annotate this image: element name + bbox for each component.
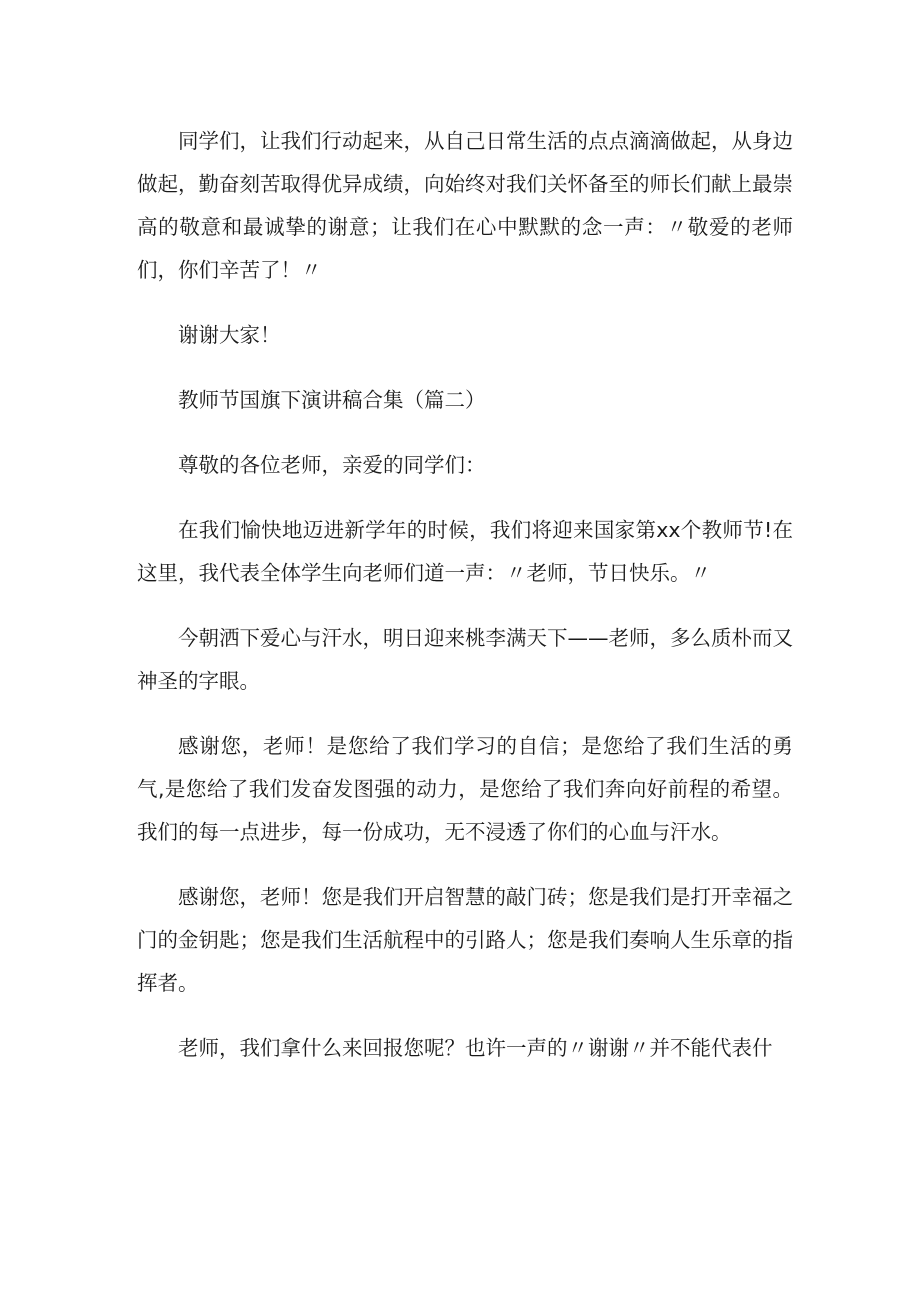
paragraph-gap [137,1005,793,1027]
paragraph-gap [137,703,793,725]
paragraph-salutation: 尊敬的各位老师，亲爱的同学们： [178,453,486,477]
paragraph-gratitude-1: 感谢您，老师！是您给了我们学习的自信；是您给了我们生活的勇气,是您给了我们发奋发图强的动力，是您给了我们奔向好前程的希望。我们的每一点进步，每一份成功，无不浸透了你们的心血与汗水。 [137,734,793,844]
paragraph-gratitude-2: 感谢您，老师！您是我们开启智慧的敲门砖；您是我们是打开幸福之门的金钥匙；您是我们生活航程中的引路人；您是我们奏响人生乐章的指挥者。 [137,885,793,995]
paragraph-gap [137,292,793,314]
paragraph-gap [137,357,793,379]
paragraph-gap [137,595,793,617]
section-title: 教师节国旗下演讲稿合集（篇二） [178,388,486,412]
paragraph-greeting: 在我们愉快地迈进新学年的时候，我们将迎来国家第xx个教师节!在这里，我代表全体学生向老师们道一声：〃老师，节日快乐。〃 [137,518,793,585]
paragraph-gap [137,487,793,509]
paragraph-thanks: 谢谢大家！ [178,323,281,347]
paragraph-gap [137,854,793,876]
paragraph-gap [137,422,793,444]
document-body [137,120,793,1070]
paragraph-call-to-action: 同学们，让我们行动起来，从自己日常生活的点点滴滴做起，从身边做起，勤奋刻苦取得优异成绩，向始终对我们关怀备至的师长们献上最崇高的敬意和最诚挚的谢意；让我们在心中默默的念一声：〃敬爱的老师们，你们辛苦了！〃 [137,129,793,282]
paragraph-repay: 老师，我们拿什么来回报您呢？也许一声的〃谢谢〃并不能代表什 [178,1036,773,1060]
paragraph-tribute: 今朝洒下爱心与汗水，明日迎来桃李满天下——老师，多么质朴而又神圣的字眼。 [137,626,793,693]
